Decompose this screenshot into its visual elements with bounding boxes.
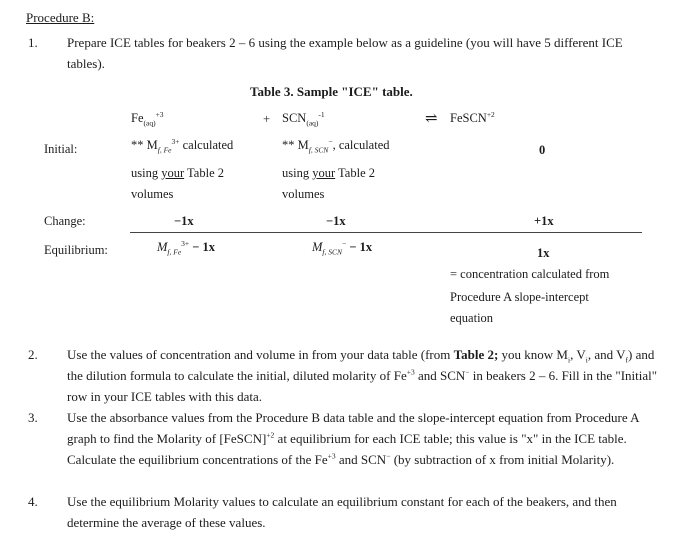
initial-product-value: 0 xyxy=(539,143,546,157)
table-title: Table 3. Sample "ICE" table. xyxy=(250,84,413,99)
step-2-text: Use the values of concentration and volume in from your data table (from Table 2; you know $M_i$, $V_i$, and $V_f$) and the dilution formula to calculate the initial, diluted molarity of $Fe^{+3}$ and SCN− in beakers 2 – 6. Fill in the "Initial" row in your ICE tables with this data. xyxy=(67,347,658,404)
change-fe-value: −1x xyxy=(174,214,194,228)
initial-scn-note-1: using your Table 2 xyxy=(282,166,376,180)
initial-fe-note-1: using your Table 2 xyxy=(131,166,225,180)
equilibrium-product-value: 1x xyxy=(537,246,550,260)
initial-scn-note-2: volumes xyxy=(282,187,325,201)
procedure-heading: Procedure B: xyxy=(26,10,95,25)
initial-fe-molarity: ** $M_{f, Fe}^{3+}$ calculated xyxy=(131,136,234,155)
step-3-number: 3. xyxy=(28,410,38,425)
reactant-fe: $Fe_{(aq)}^{+3}$ xyxy=(131,109,164,128)
note-line-1: = concentration calculated from xyxy=(450,267,610,281)
step-1-number: 1. xyxy=(28,35,38,50)
reactant-scn: $SCN_{(aq)}^{-1}$ xyxy=(282,109,325,128)
initial-scn-molarity: ** $M_{f, SCN}^-$, calculated xyxy=(282,136,390,155)
initial-fe-note-2: volumes xyxy=(131,187,174,201)
step-4-number: 4. xyxy=(28,494,38,509)
plus-sign: + xyxy=(263,112,271,126)
equilibrium-arrow-icon: ⇌ xyxy=(425,111,438,127)
step-1-text: Prepare ICE tables for beakers 2 – 6 using the example below as a guideline (you will have 5 different ICE tables). xyxy=(67,35,623,71)
equilibrium-fe-expression: $M_{f, Fe}^{3+} - 1x$ xyxy=(157,238,216,257)
equilibrium-label: Equilibrium: xyxy=(44,243,108,257)
note-line-2: Procedure A slope-intercept xyxy=(450,290,589,304)
change-scn-value: −1x xyxy=(326,214,346,228)
table-divider xyxy=(130,232,642,233)
step-2-number: 2. xyxy=(28,347,38,362)
step-3-text: Use the absorbance values from the Procedure B data table and the slope-intercept equation from Procedure A graph to find the Molarity of [FeSCN]$^{+2}$ at equilibrium for each ICE table; this value is "x" in the ICE table. Calculate the equilibrium concentrations of the $Fe^{+3}$ and SCN− (by subtraction of x from initial Molarity). xyxy=(67,410,639,467)
product-fescn: FeSCN$^{+2}$ xyxy=(450,109,495,125)
change-label: Change: xyxy=(44,214,86,228)
equilibrium-scn-expression: $M_{f, SCN}^- - 1x$ xyxy=(312,238,373,257)
initial-label: Initial: xyxy=(44,142,78,156)
step-4-text: Use the equilibrium Molarity values to calculate an equilibrium constant for each of the beakers, and then determine the average of these values. xyxy=(67,494,617,530)
note-line-3: equation xyxy=(450,311,494,325)
change-product-value: +1x xyxy=(534,214,554,228)
